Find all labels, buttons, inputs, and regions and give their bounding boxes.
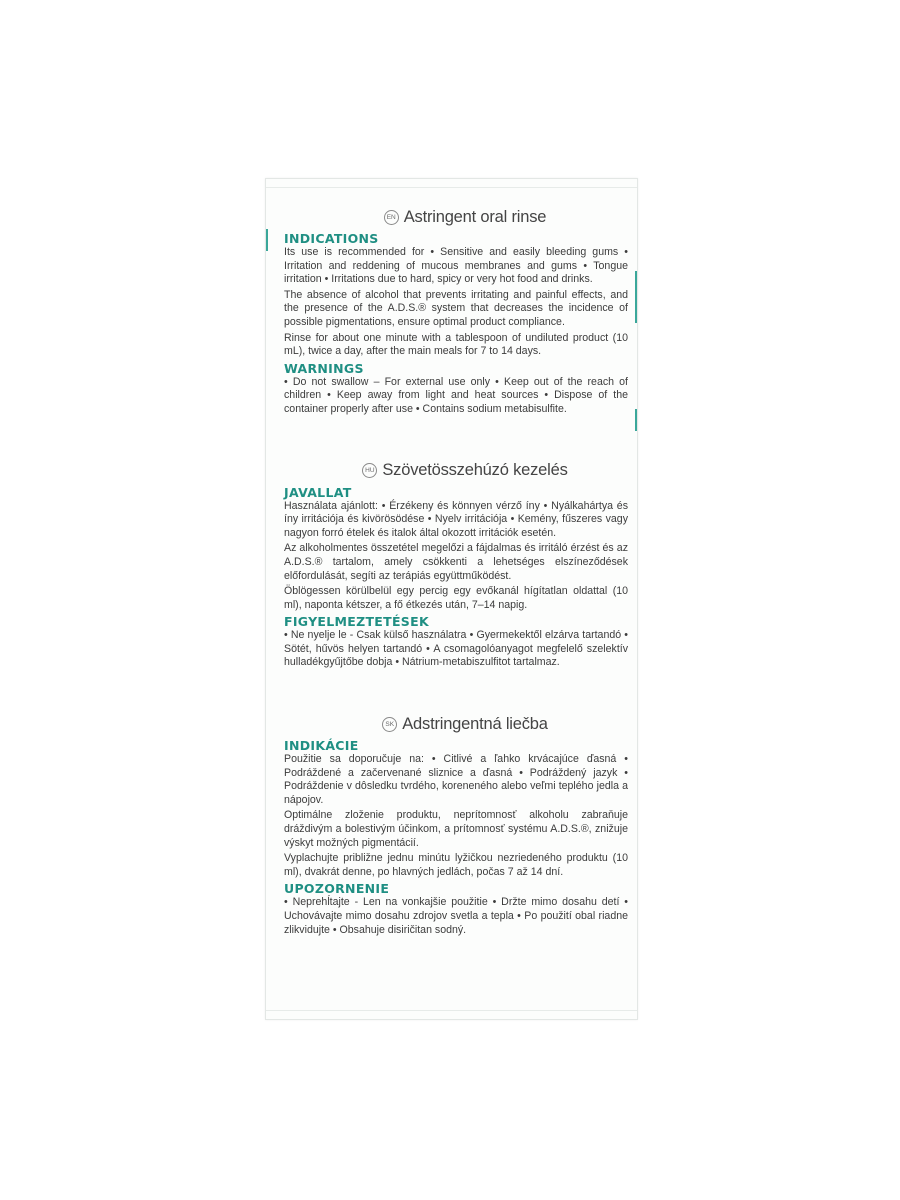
section-title: Szövetösszehúzó kezelés <box>382 461 568 480</box>
indications-text-3: Rinse for about one minute with a tablespoon of undiluted product (10 mL), twice a day, after the main meals for 7 to 14 days. <box>284 331 628 358</box>
language-badge-icon: SK <box>382 717 397 732</box>
warnings-text: • Do not swallow – For external use only • Keep out of the reach of children • Keep away from light and heat sources • Dispose of the container properly after use • Contains sodium metabisulfite. <box>284 375 628 415</box>
box-bottom-fold-line <box>266 1010 637 1011</box>
indikacie-text-2: Optimálne zloženie produktu, neprítomnosť alkoholu zabraňuje dráždivým a bolestivým účinkom, a prítomnosť systému A.D.S.®, znižuje výskyt možných pigmentácií. <box>284 809 628 849</box>
figyelmeztetesek-heading: FIGYELMEZTETÉSEK <box>284 614 429 630</box>
right-edge-mark <box>635 271 637 323</box>
javallat-text-3: Öblögessen körülbelül egy percig egy evőkanál hígítatlan oldattal (10 ml), naponta kétszer, a fő étkezés után, 7–14 napig. <box>284 585 628 611</box>
javallat-heading: JAVALLAT <box>284 484 352 500</box>
warnings-heading: WARNINGS <box>284 360 364 376</box>
indications-text-2: The absence of alcohol that prevents irritating and painful effects, and the presence of the A.D.S.® system that decreases the incidence of possible pigmentations, ensure optimal product compliance. <box>284 288 628 328</box>
section-sk <box>284 712 628 937</box>
indikacie-text-3: Vyplachujte približne jednu minútu lyžičkou nezriedeného produktu (10 ml), dvakrát denne, po hlavných jedlách, počas 7 až 14 dní. <box>284 852 628 878</box>
section-title: Adstringentná liečba <box>402 714 548 733</box>
right-edge-mark-lower <box>635 409 637 431</box>
box-top-fold-line <box>266 187 637 188</box>
javallat-text-2: Az alkoholmentes összetétel megelőzi a fájdalmas és irritáló érzést és az A.D.S.® tartalom, amely csökkenti a lehetséges elszíneződések előfordulását, segíti az terápiás együttműködést. <box>284 542 628 582</box>
left-edge-mark <box>266 229 268 251</box>
section-title-row <box>302 459 628 483</box>
indications-heading: INDICATIONS <box>284 231 379 246</box>
section-hu <box>284 459 628 671</box>
section-title-row <box>302 712 628 736</box>
javallat-text-1: Használata ajánlott: • Érzékeny és könnyen vérző íny • Nyálkahártya és íny irritációja és kivörösödése • Nyelv irritációja • Kemény, fűszeres vagy nagyon forró ételek és italok által okozott irritációk esetén. <box>284 499 628 539</box>
section-title: Astringent oral rinse <box>403 207 547 226</box>
indikacie-text-1: Použitie sa doporučuje na: • Citlivé a ľahko krvácajúce ďasná • Podráždené a začervenané sliznice a ďasná • Podráždený jazyk • Podráždenie v dôsledku tvrdého, koreneného alebo veľmi teplého jedla a nápojov. <box>284 753 628 806</box>
indikacie-heading: INDIKÁCIE <box>284 738 359 754</box>
indications-text-1: Its use is recommended for • Sensitive and easily bleeding gums • Irritation and reddening of mucous membranes and gums • Tongue irritation • Irritations due to hard, spicy or very hot food and drinks. <box>284 246 628 286</box>
language-badge-icon: HU <box>362 463 377 478</box>
language-badge-icon: EN <box>384 210 399 225</box>
section-en <box>284 205 628 417</box>
section-title-row <box>302 205 628 229</box>
figyelmeztetesek-text: • Ne nyelje le - Csak külső használatra • Gyermekektől elzárva tartandó • Sötét, hűvös helyen tartandó • A csomagolóanyagot megfelelő szelektív hulladékgyűjtőbe dobja • Nátrium-metabiszulfitot tartalmaz. <box>284 629 628 669</box>
upozornenie-text: • Neprehĺtajte - Len na vonkajšie použitie • Držte mimo dosahu detí • Uchovávajte mimo dosahu zdrojov svetla a tepla • Po použití obal riadne zlikvidujte • Obsahuje disiričitan sodný. <box>284 896 628 936</box>
upozornenie-heading: UPOZORNENIE <box>284 881 390 897</box>
leaflet-text <box>284 205 628 939</box>
